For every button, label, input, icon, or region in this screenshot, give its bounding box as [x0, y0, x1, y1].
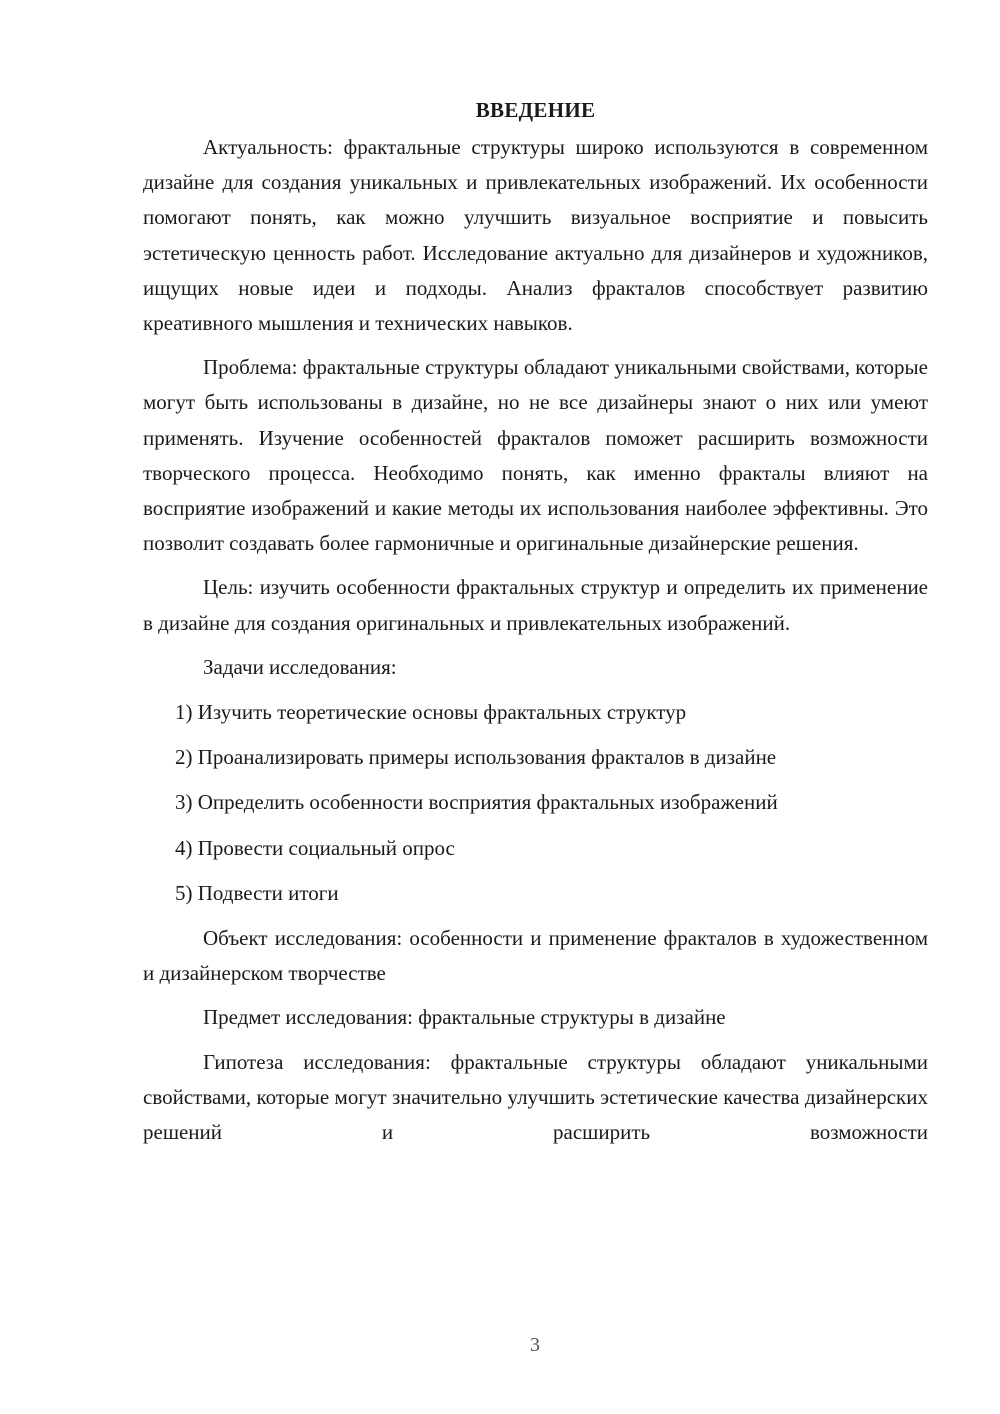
tasks-heading: Задачи исследования: [203, 654, 397, 679]
list-item: 2) Проанализировать примеры использования фракталов в дизайне [175, 745, 777, 770]
page-number: 3 [530, 1334, 540, 1356]
page-content [143, 90, 928, 1150]
relevance-paragraph: Актуальность: фрактальные структуры широко используются в современном дизайне для создания уникальных и привлекательных изображений. Их особенности помогают понять, как можно улучшить визуальное восприятие и повысить эстетическую ценность работ. Исследование актуально для дизайнеров и художников, ищущих новые идеи и подходы. Анализ фракталов способствует развитию креативного мышления и технических навыков. [143, 135, 928, 336]
list-item: 5) Подвести итоги [175, 880, 339, 905]
goal-paragraph: Цель: изучить особенности фрактальных структур и определить их применение в дизайне для создания оригинальных и привлекательных изображений. [143, 575, 928, 635]
object-paragraph: Объект исследования: особенности и применение фракталов в художественном и дизайнерском творчестве [143, 926, 928, 986]
list-item: 1) Изучить теоретические основы фрактальных структур [175, 700, 687, 725]
subject-paragraph: Предмет исследования: фрактальные структуры в дизайне [203, 1005, 726, 1030]
list-item: 4) Провести социальный опрос [175, 835, 455, 860]
page-heading: ВВЕДЕНИЕ [475, 98, 596, 122]
list-item: 3) Определить особенности восприятия фрактальных изображений [175, 790, 778, 815]
hypothesis-paragraph: Гипотеза исследования: фрактальные структуры обладают уникальными свойствами, которые могут значительно улучшить эстетические качества дизайнерских решений и расширить возможности [143, 1049, 928, 1145]
tasks-list [143, 695, 928, 911]
problem-paragraph: Проблема: фрактальные структуры обладают уникальными свойствами, которые могут быть использованы в дизайне, но не все дизайнеры знают о них или умеют применять. Изучение особенностей фракталов поможет расширить возможности творческого процесса. Необходимо понять, как именно фракталы влияют на восприятие изображений и какие методы их использования наиболее эффективны. Это позволит создавать более гармоничные и оригинальные дизайнерские решения. [143, 355, 928, 556]
